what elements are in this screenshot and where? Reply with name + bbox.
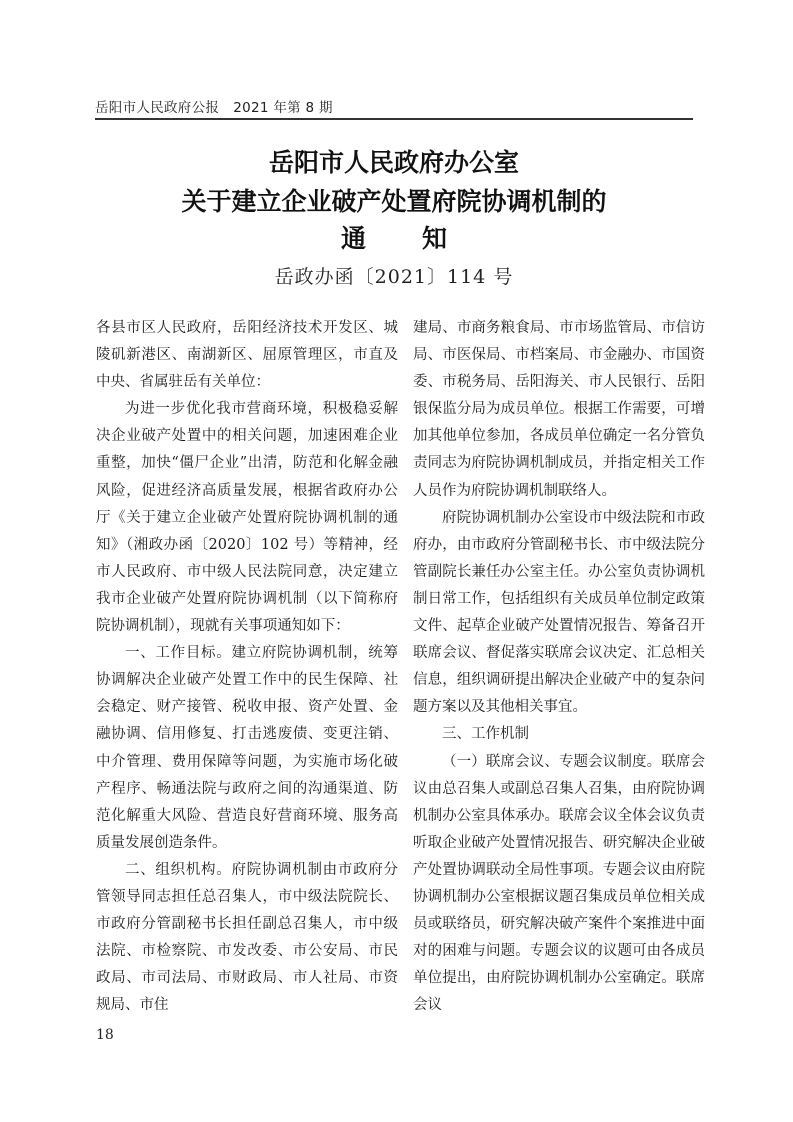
page-number: 18 (96, 1027, 114, 1043)
title-line-3 (95, 219, 693, 255)
title-line-2: 关于建立企业破产处置府院协调机制的 (181, 187, 607, 216)
title-word-tong: 通 (340, 224, 366, 253)
section-heading-mechanism: 三、工作机制 (442, 726, 529, 743)
title-line-1: 岳阳市人民政府办公室 (268, 148, 519, 177)
addressee: 各县市区人民政府，岳阳经济技术开发区、城陵矶新港区、南湖新区、屈原管理区，市直及中央、省属驻岳有关单位： (96, 320, 398, 391)
body-left-column (96, 315, 398, 1019)
paragraph-goals: 一、工作目标。建立府院协调机制，统筹协调解决企业破产处置工作中的民生保障、社会稳定、财产接管、税收申报、资产处置、金融协调、信用修复、打击逃废债、变更注销、中介管理、费用保障等问题，为实施市场化破产程序、畅通法院与政府之间的沟通渠道、防范化解重大风险、营造良好营商环境、服务高质量发展创造条件。 (96, 645, 398, 851)
paragraph-organization: 二、组织机构。府院协调机制由市政府分管领导同志担任总召集人，市中级法院院长、市政府分管副秘书长担任副总召集人，市中级法院、市检察院、市发改委、市公安局、市民政局、市司法局、市财政局、市人社局、市资规局、市住 (96, 861, 398, 1014)
paragraph-office: 府院协调机制办公室设市中级法院和市政府办，由市政府分管副秘书长、市中级法院分管副院长兼任办公室主任。办公室负责协调机制日常工作，包括组织有关成员单位制定政策文件、起草企业破产处置情况报告、筹备召开联席会议、督促落实联席会议决定、汇总相关信息，组织调研提出解决企业破产中的复杂问题方案以及其他相关事宜。 (413, 509, 705, 716)
body-right-column (413, 315, 705, 1019)
title-word-zhi: 知 (422, 224, 448, 253)
issue-number: 2021 年第 8 期 (233, 100, 333, 116)
publication-name: 岳阳市人民政府公报 (95, 100, 220, 116)
paragraph-intro: 为进一步优化我市营商环境，积极稳妥解决企业破产处置中的相关问题，加速困难企业重整，加快“僵尸企业”出清，防范和化解金融风险，促进经济高质量发展，根据省政府办公厅《关于建立企业破产处置府院协调机制的通知》（湘政办函〔2020〕102 号）等精神，经市人民政府、市中级人民法院同意，决定建立我市企业破产处置府院协调机制（以下简称府院协调机制），现就有关事项通知如下： (96, 401, 398, 635)
paragraph-members: 建局、市商务粮食局、市市场监管局、市信访局、市医保局、市档案局、市金融办、市国资委、市税务局、岳阳海关、市人民银行、岳阳银保监分局为成员单位。根据工作需要，可增加其他单位参加，各成员单位确定一名分管负责同志为府院协调机制成员，并指定相关工作人员作为府院协调机制联络人。 (413, 320, 705, 499)
running-header (95, 96, 333, 116)
header-rule (95, 118, 693, 120)
paragraph-meetings: （一）联席会议、专题会议制度。联席会议由总召集人或副总召集人召集，由府院协调机制办公室具体承办。联席会议全体会议负责听取企业破产处置情况报告、研究解决企业破产处置协调联动全局性事项。专题会议由府院协调机制办公室根据议题召集成员单位相关成员或联络员，研究解决破产案件个案推进中面对的困难与问题。专题会议的议题可由各成员单位提出，由府院协调机制办公室确定。联席会议 (413, 753, 705, 1014)
document-number: 岳政办函〔2021〕114 号 (274, 266, 514, 288)
